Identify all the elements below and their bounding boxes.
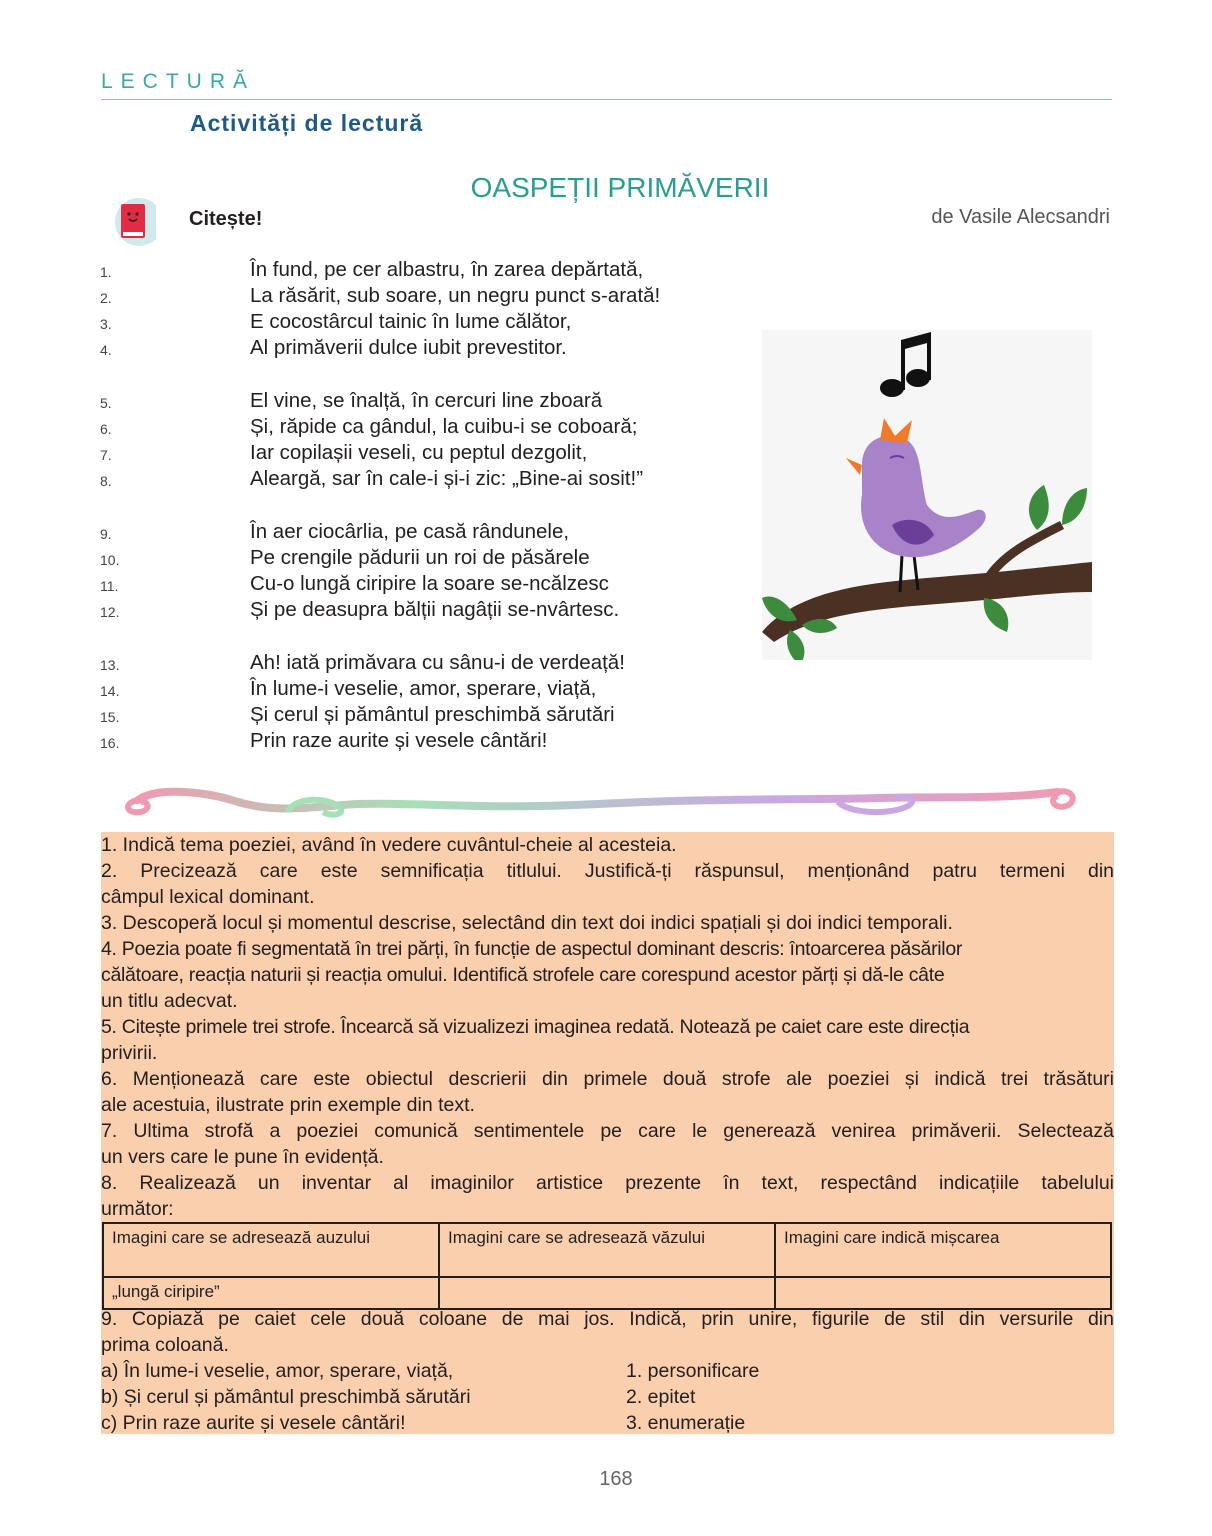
- match-left-b: b) Și cerul și pământul preschimbă sărutări: [101, 1386, 471, 1408]
- line-number: 1.: [100, 264, 112, 280]
- task-line: un vers care le pune în evidență.: [101, 1146, 384, 1168]
- line-number: 12.: [100, 604, 120, 620]
- poem-line: [0, 703, 740, 729]
- line-number: 2.: [100, 290, 112, 306]
- line-number: 3.: [100, 316, 112, 332]
- tasks-panel: [101, 832, 1114, 1434]
- bird-illustration: [762, 330, 1092, 660]
- line-text: Aleargă, sar în cale-i și-i zic: „Bine-ai sosit!”: [250, 467, 644, 490]
- line-text: Și, răpide ca gândul, la cuibu-i se coboară;: [250, 415, 638, 438]
- task-line: călătoare, reacția naturii și reacția omului. Identifică strofele care corespund acestor părți și dă-le câte: [101, 964, 945, 986]
- line-text: Pe crengile pădurii un roi de păsărele: [250, 546, 590, 569]
- line-text: El vine, se înalță, în cercuri line zboară: [250, 389, 603, 412]
- line-number: 11.: [100, 578, 119, 594]
- swirl-ornament: [118, 778, 1078, 830]
- task-line: 7. Ultima strofă a poeziei comunică sentimentele pe care le generează venirea primăverii. Selectează: [101, 1120, 1114, 1142]
- line-text: Prin raze aurite și vesele cântări!: [250, 729, 548, 752]
- poem-line: [0, 729, 740, 755]
- poem-line: [0, 651, 740, 677]
- poem-line: [0, 284, 740, 310]
- task-6: [101, 1066, 1114, 1118]
- line-number: 6.: [100, 421, 112, 437]
- task-9: [101, 1306, 1114, 1358]
- table-header-cell: Imagini care indică mișcarea: [775, 1223, 1111, 1277]
- task-line: 2. Precizează care este semnificația titlului. Justifică-ți răspunsul, menționând patru termeni din: [101, 860, 1114, 882]
- poem-line: [0, 677, 740, 703]
- task-7: [101, 1118, 1114, 1170]
- task-line: 9. Copiază pe caiet cele două coloane de mai jos. Indică, prin unire, figurile de stil din versurile din: [101, 1308, 1114, 1330]
- line-text: În lume-i veselie, amor, sperare, viață,: [250, 677, 597, 700]
- poem-line: [0, 572, 740, 598]
- poem-line: [0, 520, 740, 546]
- line-text: Și cerul și pământul preschimbă sărutări: [250, 703, 615, 726]
- line-text: În fund, pe cer albastru, în zarea depărtată,: [250, 258, 644, 281]
- line-number: 7.: [100, 447, 112, 463]
- section-rule: [101, 99, 1112, 100]
- line-number: 9.: [100, 526, 112, 542]
- answer-table: [102, 1222, 1112, 1310]
- page-number: 168: [599, 1468, 633, 1490]
- read-label: Citește!: [189, 208, 263, 230]
- line-number: 13.: [100, 657, 120, 673]
- match-left-a: a) În lume-i veselie, amor, sperare, viață,: [101, 1360, 454, 1382]
- line-text: Și pe deasupra bălții nagâții se-nvârtesc.: [250, 598, 620, 621]
- task-line: ale acestuia, ilustrate prin exemple din text.: [101, 1094, 475, 1116]
- task-4: [101, 936, 1114, 1014]
- line-number: 10.: [100, 552, 120, 568]
- table-cell: „lungă ciripire”: [103, 1277, 439, 1309]
- line-text: La răsărit, sub soare, un negru punct s-arată!: [250, 284, 661, 307]
- table-header-cell: Imagini care se adresează auzului: [103, 1223, 439, 1277]
- match-right-3: 3. enumerație: [626, 1412, 746, 1434]
- poem-line: [0, 467, 740, 493]
- poem-line: [0, 310, 740, 336]
- task-line: 1. Indică tema poeziei, având în vedere cuvântul-cheie al acesteia.: [101, 834, 677, 856]
- task-5: [101, 1014, 1114, 1066]
- task-8: [101, 1170, 1114, 1222]
- line-text: Ah! iată primăvara cu sânu-i de verdeață!: [250, 651, 625, 674]
- poem-line: [0, 441, 740, 467]
- section-label: LECTURĂ: [101, 70, 256, 93]
- poem-line: [0, 415, 740, 441]
- task-line: 4. Poezia poate fi segmentată în trei părți, în funcție de aspectul dominant descris: întoarcerea păsărilor: [101, 938, 963, 960]
- subsection-title: Activități de lectură: [190, 110, 424, 136]
- poem-line: [0, 336, 740, 362]
- poem-line: [0, 389, 740, 415]
- poem-line: [0, 598, 740, 624]
- task-line: 5. Citește primele trei strofe. Încearcă să vizualizezi imaginea redată. Notează pe caiet care este direcția: [101, 1016, 970, 1038]
- match-left-c: c) Prin raze aurite și vesele cântări!: [101, 1412, 406, 1434]
- match-right-2: 2. epitet: [626, 1386, 696, 1408]
- book-icon: [101, 196, 156, 248]
- task-line: un titlu adecvat.: [101, 990, 238, 1012]
- task-3: [101, 910, 1114, 936]
- poem-line: [0, 546, 740, 572]
- task-1: [101, 832, 1114, 858]
- table-header-cell: Imagini care se adresează văzului: [439, 1223, 775, 1277]
- line-number: 8.: [100, 473, 112, 489]
- task-line: prima coloană.: [101, 1334, 229, 1356]
- task-line: privirii.: [101, 1042, 158, 1064]
- table-row: [103, 1277, 1111, 1309]
- line-text: Al primăverii dulce iubit prevestitor.: [250, 336, 567, 359]
- match-right-1: 1. personificare: [626, 1360, 760, 1382]
- music-note-icon: [880, 332, 931, 397]
- line-number: 16.: [100, 735, 120, 751]
- line-number: 5.: [100, 395, 112, 411]
- task-line: 3. Descoperă locul și momentul descrise, selectând din text doi indici spațiali și doi indici temporali.: [101, 912, 953, 934]
- line-number: 14.: [100, 683, 120, 699]
- task-2: [101, 858, 1114, 910]
- poem-line: [0, 258, 740, 284]
- table-header-row: [103, 1223, 1111, 1277]
- line-text: E cocostârcul tainic în lume călător,: [250, 310, 572, 333]
- task-line: 6. Menționează care este obiectul descrierii din primele două strofe ale poeziei și indică trei trăsături: [101, 1068, 1114, 1090]
- line-text: Iar copilașii veseli, cu peptul dezgolit,: [250, 441, 588, 464]
- poem-author: de Vasile Alecsandri: [931, 206, 1110, 228]
- poem-title: OASPEȚII PRIMĂVERII: [470, 172, 770, 203]
- task-line: următor:: [101, 1198, 174, 1220]
- task-line: 8. Realizează un inventar al imaginilor artistice prezente în text, respectând indicațiile tabelului: [101, 1172, 1114, 1194]
- line-number: 4.: [100, 342, 112, 358]
- line-number: 15.: [100, 709, 120, 725]
- task-line: câmpul lexical dominant.: [101, 886, 315, 908]
- line-text: Cu-o lungă ciripire la soare se-ncălzesc: [250, 572, 609, 595]
- line-text: În aer ciocârlia, pe casă rândunele,: [250, 520, 570, 543]
- table-cell: [775, 1277, 1111, 1309]
- table-cell: [439, 1277, 775, 1309]
- bird-illustration-svg: [762, 330, 1092, 660]
